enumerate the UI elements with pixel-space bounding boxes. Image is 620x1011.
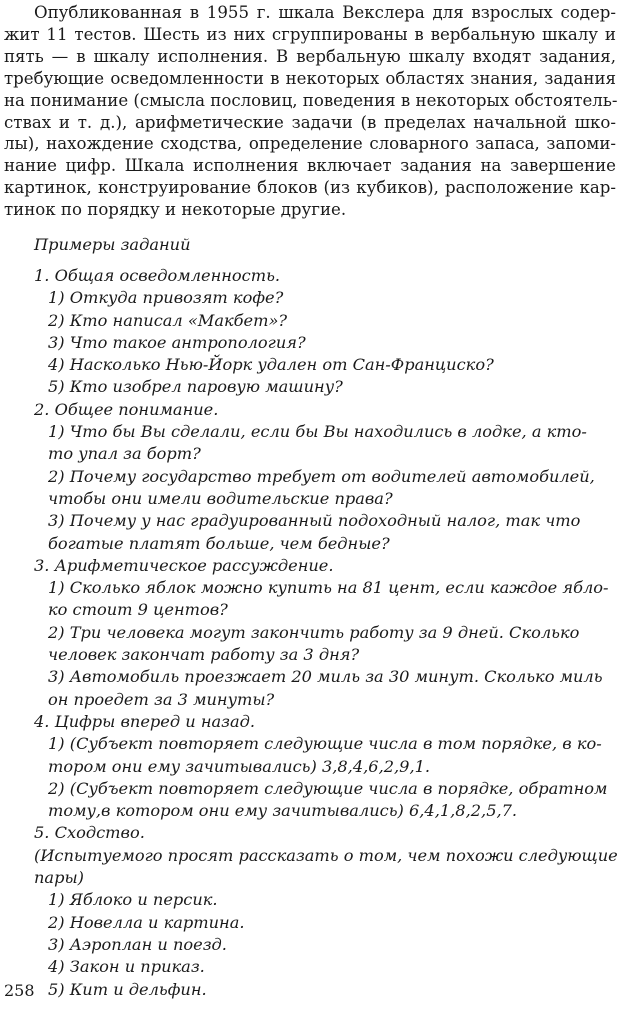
list-item: 3) Аэроплан и поезд. <box>48 934 227 954</box>
section-title: 2. Общее понимание. <box>34 399 219 419</box>
intro-paragraph <box>4 2 616 221</box>
list-item <box>0 622 620 667</box>
list-item-line: 3) Почему у нас градуированный подоходный налог, так что <box>48 511 581 531</box>
section-note-line: пары) <box>34 868 84 888</box>
list-item <box>0 666 620 711</box>
list-item-line: 2) Почему государство требует от водителей автомобилей, <box>48 466 595 486</box>
list-item-line: то упал за борт? <box>48 444 201 464</box>
section-arithmetic-reasoning <box>0 555 620 711</box>
list-item: 5) Кит и дельфин. <box>48 979 207 999</box>
list-item: 1) Яблоко и персик. <box>48 890 218 910</box>
list-item-line: 1) Что бы Вы сделали, если бы Вы находились в лодке, а кто- <box>48 422 587 442</box>
section-title: 5. Сходство. <box>34 823 145 843</box>
section-title: 3. Арифметическое рассуждение. <box>34 555 334 575</box>
examples-list <box>0 265 620 1001</box>
examples-heading: Примеры заданий <box>34 235 191 254</box>
list-item-line: ко стоит 9 центов? <box>48 600 228 620</box>
intro-line: тинок по порядку и некоторые другие. <box>4 200 347 220</box>
section-note-line: (Испытуемого просят рассказать о том, чем похожи следующие <box>34 845 618 865</box>
section-note <box>0 845 620 890</box>
list-item-line: чтобы они имели водительские права? <box>48 488 393 508</box>
list-item: 2) Новелла и картина. <box>48 912 245 932</box>
list-item-line: 3) Автомобиль проезжает 20 миль за 30 минут. Сколько миль <box>48 667 603 687</box>
intro-line: Опубликованная в 1955 г. шкала Векслера для взрослых содер- <box>34 3 616 22</box>
list-item: 5) Кто изобрел паровую машину? <box>48 377 343 397</box>
list-item <box>0 466 620 511</box>
list-item-line: 1) (Субъект повторяет следующие числа в том порядке, в ко- <box>48 734 602 754</box>
list-item: 4) Закон и приказ. <box>48 957 205 977</box>
list-item <box>0 778 620 823</box>
list-item <box>0 510 620 555</box>
list-item <box>0 733 620 778</box>
intro-line: картинок, конструирование блоков (из кубиков), расположение кар- <box>4 178 616 198</box>
section-title: 4. Цифры вперед и назад. <box>34 711 256 731</box>
intro-line: пять — в шкалу исполнения. В вербальную шкалу входят задания, <box>4 46 616 66</box>
list-item <box>0 577 620 622</box>
list-item-line: тому,в котором они ему зачитывались) 6,4,1,8,2,5,7. <box>48 801 518 821</box>
list-item: 3) Что такое антропология? <box>48 332 306 352</box>
list-item-line: богатые платят больше, чем бедные? <box>48 533 390 553</box>
intro-line: жит 11 тестов. Шесть из них сгруппированы в вербальную шкалу и <box>4 24 616 44</box>
list-item <box>0 421 620 466</box>
list-item-line: тором они ему зачитывались) 3,8,4,6,2,9,1. <box>48 756 431 776</box>
list-item-line: человек закончат работу за 3 дня? <box>48 645 360 665</box>
list-item-line: 2) (Субъект повторяет следующие числа в порядке, обратном <box>48 778 608 798</box>
section-general-knowledge <box>0 265 620 399</box>
intro-line: лы), нахождение сходства, определение словарного запаса, запоми- <box>4 134 616 154</box>
list-item: 1) Откуда привозят кофе? <box>48 288 284 308</box>
page-number: 258 <box>4 981 35 1000</box>
list-item: 4) Насколько Нью-Йорк удален от Сан-Франциско? <box>48 355 494 375</box>
section-general-understanding <box>0 399 620 555</box>
intro-line: ствах и т. д.), арифметические задачи (в пределах начальной шко- <box>4 112 616 132</box>
intro-line: требующие осведомленности в некоторых областях знания, задания <box>4 68 616 88</box>
list-item: 2) Кто написал «Макбет»? <box>48 310 288 330</box>
section-similarities <box>0 822 620 1000</box>
section-title: 1. Общая осведомленность. <box>34 266 281 285</box>
intro-line: на понимание (смысла пословиц, поведения в некоторых обстоятель- <box>4 90 618 110</box>
intro-line: нание цифр. Шкала исполнения включает задания на завершение <box>4 156 616 176</box>
list-item-line: 2) Три человека могут закончить работу за 9 дней. Сколько <box>48 622 580 642</box>
list-item-line: 1) Сколько яблок можно купить на 81 цент, если каждое ябло- <box>48 578 609 598</box>
section-digit-span <box>0 711 620 822</box>
list-item-line: он проедет за 3 минуты? <box>48 689 275 709</box>
